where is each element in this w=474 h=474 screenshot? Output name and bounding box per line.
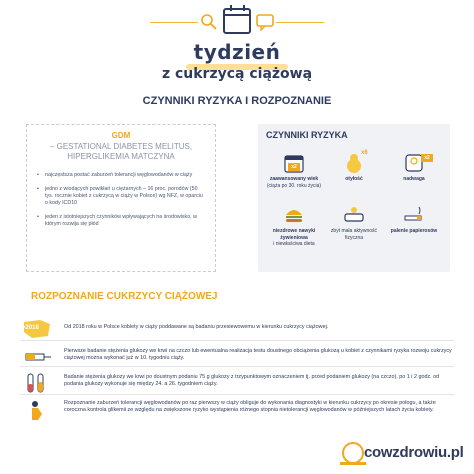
burger-icon [283, 204, 305, 226]
diagnosis-text: Rozpoznanie zaburzeń tolerancji węglowodanów po raz pierwszy w ciąży obliguje do wykonania diagnostyki w kierunku cukrzycy po okresie połogu, a także coroczna kontrola glikemii ze względu na zwiększone ryzyko wystąpienia różnego stopnia nietolerancji węglowodanów w późniejszych latach życia kobiety. [64, 400, 436, 414]
risk-badge: x2 [288, 163, 300, 171]
gdm-list-item: • jedno z wiodących powikłań u ciężarnych – 16 proc. porodów (50 tys. rocznie kobiet z cukrzycą w ciąży w Polsce) wg NFZ, w oparciu o kody ICD10 [35, 186, 207, 207]
page-title-block [0, 40, 474, 82]
risk-factor-overweight [384, 152, 444, 183]
scale-icon [403, 152, 430, 174]
gdm-list [35, 172, 207, 228]
poland-map-icon [20, 318, 54, 340]
risk-factor-smoking [384, 204, 444, 235]
gdm-panel [26, 124, 216, 272]
logo-bar [340, 462, 366, 465]
page-subtitle: z cukrzycą ciążową [161, 66, 313, 82]
gdm-full-name: – GESTATIONAL DIABETES MELITUS, HIPERGLIKEMIA MATCZYNA [49, 142, 193, 161]
logo-text: cowzdrowiu.pl [364, 444, 464, 461]
risk-label: i niewłaściwa dieta [273, 241, 315, 247]
risk-factors-panel [258, 124, 450, 272]
page-title: tydzień [193, 40, 281, 64]
pear-body-icon [343, 150, 368, 174]
risk-label-bold: zaawansowany wiek [269, 176, 319, 182]
divider [20, 366, 454, 367]
diagnosis-text: Badanie stężenia glukozy we krwi po doustnym podaniu 75 g glukozy z trzypunktowym oznaczeniem tj. przed podaniem glukozy (na czczo), po 1 i 2 godz. od podania glukozy wykonuje się między 24. a 26. tygodniem ciąży. [64, 374, 440, 388]
risk-factors-heading: CZYNNIKI RYZYKA [266, 130, 348, 140]
syringe-icon [20, 346, 54, 368]
sofa-icon [343, 204, 365, 226]
section-heading-risk: CZYNNIKI RYZYKA I ROZPOZNANIE [142, 95, 332, 107]
risk-factor-inactivity [324, 204, 384, 241]
calendar-icon [223, 8, 251, 34]
risk-factor-age [264, 152, 324, 189]
risk-label-bold: palenie papierosów [390, 228, 438, 234]
header-icon-strip [0, 6, 474, 40]
test-tubes-icon [20, 372, 54, 394]
header-line-left [150, 22, 198, 23]
section-heading-diagnosis: ROZPOZNANIE CUKRZYCY CIĄŻOWEJ [31, 291, 218, 302]
search-icon [200, 13, 218, 31]
calendar-icon [283, 152, 305, 174]
gdm-list-item: • jeden z istotniejszych czynników wpływających na środowisko, w którym rozwija się płód [35, 214, 207, 228]
divider [20, 340, 454, 341]
risk-badge: x2 [421, 154, 433, 162]
logo-ring-icon [342, 442, 364, 464]
diagnosis-text: Od 2018 roku w Polsce kobiety w ciąży poddawane są badaniu przesiewowemu w kierunku cukrzycy ciążowej. [64, 324, 329, 330]
year-tag: >2018 [22, 325, 39, 331]
risk-label-bold: niezdrowe nawyki żywieniowa [272, 228, 316, 241]
risk-label: zbyt mała aktywność fizyczna [330, 228, 378, 241]
risk-label: (ciąża po 30. roku życia) [266, 182, 322, 189]
risk-factor-obesity [324, 152, 384, 183]
brand-logo [340, 440, 464, 466]
risk-label-bold: otyłość [345, 176, 363, 182]
gdm-abbr: GDM [111, 131, 131, 140]
gdm-list-item: • najczęstsza postać zaburzeń tolerancji węglowodanów w ciąży [35, 172, 207, 179]
chat-icon [256, 13, 274, 31]
header-line-right [276, 22, 324, 23]
cigarette-icon [403, 204, 425, 226]
risk-label-bold: nadwaga [403, 176, 425, 182]
risk-factor-diet [264, 204, 324, 248]
diagnosis-text: Pierwsze badanie stężenia glukozy we krwi na czczo lub ewentualna realizacja testu doustnego obciążenia glukozą u kobiet z czynnikami ryzyka rozwoju cukrzycy ciążowej można wykonać już w 10. tygodniu ciąży. [64, 348, 452, 362]
risk-badge: x6 [361, 150, 368, 156]
divider [20, 394, 454, 395]
pregnant-icon [20, 400, 54, 422]
